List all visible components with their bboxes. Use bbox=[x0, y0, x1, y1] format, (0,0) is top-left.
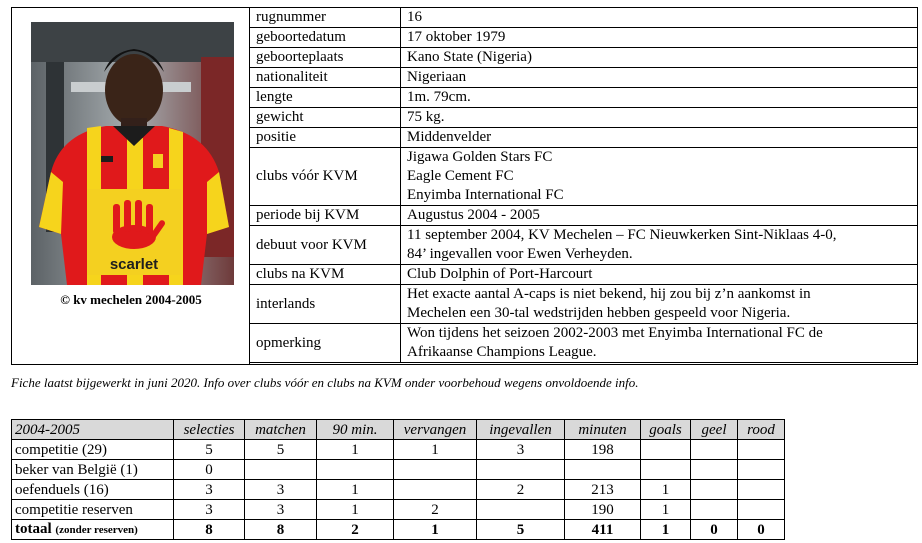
detail-value-line: 84’ ingevallen voor Ewen Verheyden. bbox=[407, 246, 633, 262]
stats-row bbox=[12, 500, 785, 520]
detail-value bbox=[401, 226, 918, 265]
detail-value-line: Het exacte aantal A-caps is niet bekend, hij zou bij z’n aankomst in bbox=[407, 286, 811, 302]
total-label: totaal bbox=[15, 521, 52, 537]
stats-cell: 1 bbox=[641, 480, 691, 500]
detail-value bbox=[401, 265, 918, 285]
stats-cell: 3 bbox=[477, 440, 565, 460]
detail-value bbox=[401, 285, 918, 324]
detail-row bbox=[250, 68, 917, 88]
stats-cell: 213 bbox=[565, 480, 641, 500]
stats-cell: 5 bbox=[245, 440, 317, 460]
detail-value-line: 16 bbox=[407, 9, 422, 25]
detail-value bbox=[401, 108, 918, 128]
stats-column-header: minuten bbox=[565, 420, 641, 440]
detail-row bbox=[250, 28, 917, 48]
detail-label: rugnummer bbox=[250, 8, 401, 28]
stats-cell: 1 bbox=[317, 480, 394, 500]
stats-cell: 2 bbox=[394, 500, 477, 520]
detail-row bbox=[250, 108, 917, 128]
stats-cell bbox=[394, 460, 477, 480]
stats-cell: 2 bbox=[477, 480, 565, 500]
season-header: 2004-2005 bbox=[12, 420, 174, 440]
detail-row bbox=[250, 128, 917, 148]
detail-value-line: 17 oktober 1979 bbox=[407, 29, 506, 45]
stats-cell: 0 bbox=[174, 460, 245, 480]
total-sublabel: (zonder reserven) bbox=[55, 524, 138, 536]
detail-row bbox=[250, 226, 917, 265]
stats-row bbox=[12, 440, 785, 460]
detail-value bbox=[401, 88, 918, 108]
stats-total-cell: 2 bbox=[317, 520, 394, 540]
stats-cell: 1 bbox=[394, 440, 477, 460]
detail-row bbox=[250, 285, 917, 324]
stats-cell: 1 bbox=[641, 500, 691, 520]
stats-total-cell: 1 bbox=[641, 520, 691, 540]
detail-label: gewicht bbox=[250, 108, 401, 128]
detail-value bbox=[401, 128, 918, 148]
stats-column-header: matchen bbox=[245, 420, 317, 440]
stats-cell: 3 bbox=[245, 500, 317, 520]
stats-cell: 3 bbox=[174, 480, 245, 500]
detail-value-line: Augustus 2004 - 2005 bbox=[407, 207, 540, 223]
stats-column-header: ingevallen bbox=[477, 420, 565, 440]
detail-label: opmerking bbox=[250, 324, 401, 363]
detail-label: geboortedatum bbox=[250, 28, 401, 48]
player-photo-image bbox=[31, 22, 234, 285]
detail-value bbox=[401, 68, 918, 88]
detail-value bbox=[401, 148, 918, 206]
stats-cell: 3 bbox=[245, 480, 317, 500]
stats-header-row bbox=[12, 420, 785, 440]
stats-cell bbox=[641, 460, 691, 480]
detail-label: positie bbox=[250, 128, 401, 148]
stats-cell bbox=[477, 500, 565, 520]
stats-column-header: selecties bbox=[174, 420, 245, 440]
stats-total-cell: 8 bbox=[174, 520, 245, 540]
stats-cell: 3 bbox=[174, 500, 245, 520]
stats-total-cell: 0 bbox=[691, 520, 738, 540]
detail-label: interlands bbox=[250, 285, 401, 324]
detail-value-line: Afrikaanse Champions League. bbox=[407, 344, 597, 360]
stats-total-cell: 0 bbox=[738, 520, 785, 540]
stats-cell bbox=[738, 440, 785, 460]
stats-cell bbox=[317, 460, 394, 480]
player-details-table bbox=[250, 8, 917, 363]
stats-total-label bbox=[12, 520, 174, 540]
detail-label: lengte bbox=[250, 88, 401, 108]
detail-row bbox=[250, 265, 917, 285]
update-note: Fiche laatst bijgewerkt in juni 2020. Info over clubs vóór en clubs na KVM onder voorbehoud wegens onvoldoende info. bbox=[11, 375, 639, 390]
stats-cell bbox=[738, 480, 785, 500]
stats-cell bbox=[738, 460, 785, 480]
stats-cell bbox=[738, 500, 785, 520]
stats-column-header: 90 min. bbox=[317, 420, 394, 440]
detail-label: periode bij KVM bbox=[250, 206, 401, 226]
stats-column-header: rood bbox=[738, 420, 785, 440]
detail-value-line: Enyimba International FC bbox=[407, 187, 564, 203]
stats-row bbox=[12, 460, 785, 480]
stats-cell bbox=[691, 460, 738, 480]
detail-value-line: Jigawa Golden Stars FC bbox=[407, 149, 553, 165]
detail-label: clubs na KVM bbox=[250, 265, 401, 285]
shirt-sponsor-text: scarlet bbox=[109, 256, 159, 273]
stats-total-cell: 411 bbox=[565, 520, 641, 540]
detail-value-line: 1m. 79cm. bbox=[407, 89, 471, 105]
stats-cell bbox=[394, 480, 477, 500]
detail-row bbox=[250, 324, 917, 363]
detail-value-line: Eagle Cement FC bbox=[407, 168, 514, 184]
detail-value-line: Middenvelder bbox=[407, 129, 492, 145]
stats-cell bbox=[565, 460, 641, 480]
detail-value-line: 75 kg. bbox=[407, 109, 445, 125]
detail-value bbox=[401, 28, 918, 48]
detail-row bbox=[250, 206, 917, 226]
detail-value bbox=[401, 206, 918, 226]
player-info-sheet bbox=[11, 7, 918, 365]
detail-value-line: Club Dolphin of Port-Harcourt bbox=[407, 266, 593, 282]
stats-column-header: goals bbox=[641, 420, 691, 440]
stats-cell bbox=[641, 440, 691, 460]
photo-caption: © kv mechelen 2004-2005 bbox=[60, 292, 202, 307]
detail-value bbox=[401, 8, 918, 28]
stats-row bbox=[12, 480, 785, 500]
season-stats-table bbox=[11, 419, 785, 540]
stats-row-label: competitie (29) bbox=[12, 440, 174, 460]
detail-label: geboorteplaats bbox=[250, 48, 401, 68]
detail-label: nationaliteit bbox=[250, 68, 401, 88]
stats-cell: 5 bbox=[174, 440, 245, 460]
photo-cell bbox=[12, 8, 250, 364]
stats-cell: 190 bbox=[565, 500, 641, 520]
stats-cell bbox=[245, 460, 317, 480]
detail-value-line: 11 september 2004, KV Mechelen – FC Nieuwkerken Sint-Niklaas 4-0, bbox=[407, 227, 837, 243]
detail-row bbox=[250, 148, 917, 206]
detail-value bbox=[401, 324, 918, 363]
detail-label: debuut voor KVM bbox=[250, 226, 401, 265]
stats-cell bbox=[691, 500, 738, 520]
detail-label: clubs vóór KVM bbox=[250, 148, 401, 206]
stats-total-cell: 1 bbox=[394, 520, 477, 540]
stats-cell bbox=[691, 440, 738, 460]
stats-cell: 1 bbox=[317, 440, 394, 460]
detail-row bbox=[250, 48, 917, 68]
stats-cell bbox=[691, 480, 738, 500]
detail-row bbox=[250, 88, 917, 108]
stats-row-label: beker van België (1) bbox=[12, 460, 174, 480]
stats-total-cell: 8 bbox=[245, 520, 317, 540]
detail-value-line: Mechelen een 30-tal wedstrijden hebben gespeeld voor Nigeria. bbox=[407, 305, 791, 321]
player-photo bbox=[31, 22, 234, 285]
stats-cell: 1 bbox=[317, 500, 394, 520]
detail-value bbox=[401, 48, 918, 68]
stats-total-row bbox=[12, 520, 785, 540]
stats-row-label: competitie reserven bbox=[12, 500, 174, 520]
stats-total-cell: 5 bbox=[477, 520, 565, 540]
detail-value-line: Nigeriaan bbox=[407, 69, 467, 85]
stats-row-label: oefenduels (16) bbox=[12, 480, 174, 500]
detail-row bbox=[250, 8, 917, 28]
detail-value-line: Kano State (Nigeria) bbox=[407, 49, 532, 65]
stats-column-header: geel bbox=[691, 420, 738, 440]
stats-column-header: vervangen bbox=[394, 420, 477, 440]
stats-cell: 198 bbox=[565, 440, 641, 460]
detail-value-line: Won tijdens het seizoen 2002-2003 met Enyimba International FC de bbox=[407, 325, 823, 341]
stats-cell bbox=[477, 460, 565, 480]
